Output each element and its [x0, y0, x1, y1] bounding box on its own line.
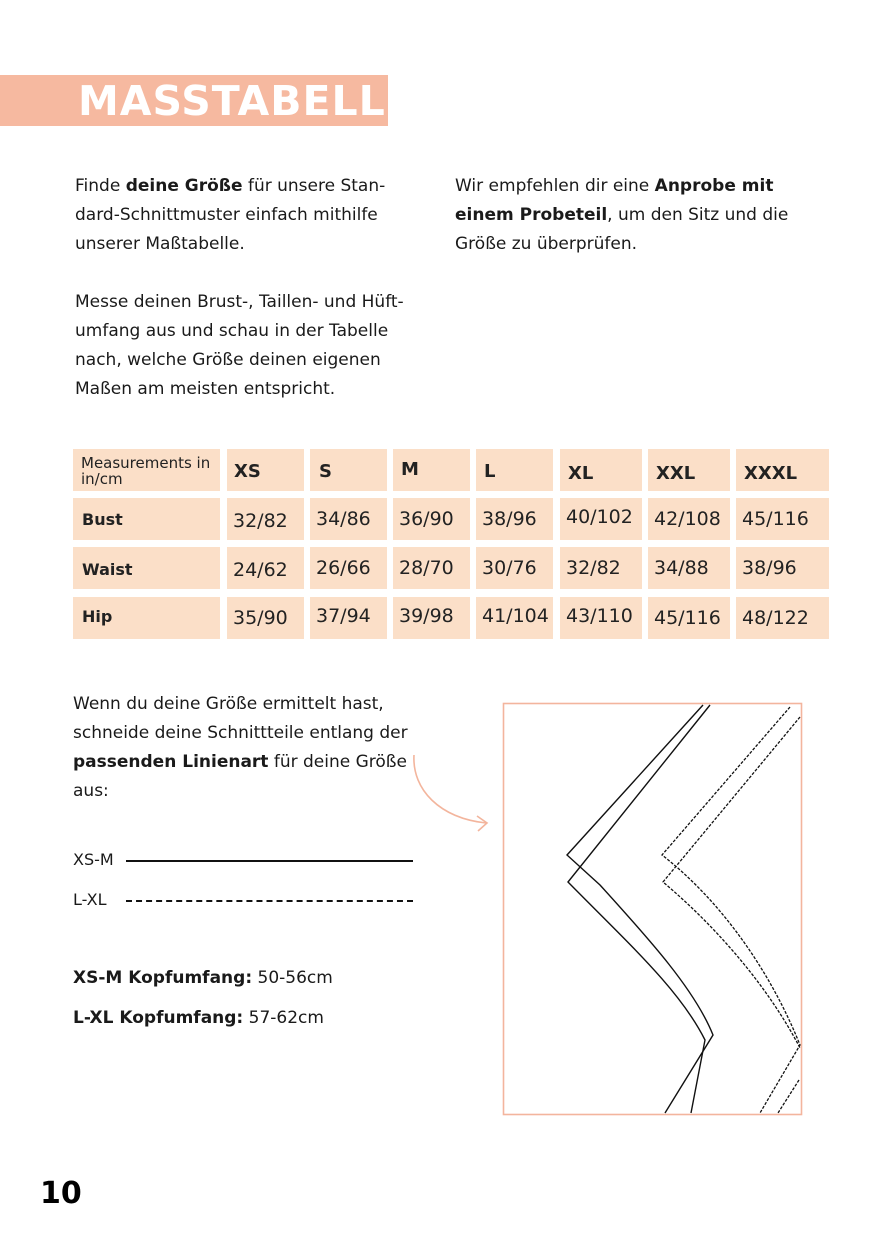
row-label-text: Hip [82, 607, 113, 626]
row-label-text: Waist [82, 560, 133, 579]
cell-value: 45/116 [742, 508, 809, 530]
size-header-label: XL [568, 463, 594, 484]
recommendation-text: Wir empfehlen dir eine [455, 176, 655, 196]
row-label-text: Bust [82, 510, 123, 529]
curved-arrow-icon [414, 755, 486, 823]
size-header-label: M [401, 459, 419, 480]
recommendation-text: , um den Sitz und die Größe zu überprüfen. [455, 205, 789, 254]
arrow-head-icon [477, 816, 487, 831]
cell-value: 28/70 [399, 557, 454, 579]
cell-value: 26/66 [316, 557, 371, 579]
legend-solid-label: XS-M [73, 850, 114, 869]
cutting-bold: passenden Linienart [73, 752, 269, 772]
cell-value: 43/110 [566, 605, 633, 627]
head-size-value: 57-62cm [243, 1008, 324, 1028]
intro-paragraph-2: Messe deinen Brust-, Taillen- und Hüft-umfang aus und schau in der Tabelle nach, welche Größe deinen eigenen Maßen am meisten entspricht. [75, 292, 404, 399]
recommendation-bold: Anprobe mit einem Probeteil [455, 176, 774, 225]
cell-value: 41/104 [482, 605, 549, 627]
size-header-label: XXL [656, 463, 696, 484]
cell-value: 30/76 [482, 557, 537, 579]
cell-value: 38/96 [482, 508, 537, 530]
cell-value: 32/82 [233, 510, 288, 532]
cell-value: 36/90 [399, 508, 454, 530]
head-size-label: XS-M Kopfumfang: [73, 968, 253, 988]
head-size-value: 50-56cm [252, 968, 333, 988]
cell-value: 42/108 [654, 508, 721, 530]
cell-value: 48/122 [742, 607, 809, 629]
cutting-text: Wenn du deine Größe ermittelt hast, schneide deine Schnittteile entlang der [73, 694, 408, 743]
size-header-label: S [319, 461, 332, 482]
intro-text: Finde [75, 176, 126, 196]
pattern-lines-dashed [662, 707, 800, 1113]
size-header-label: L [484, 461, 496, 482]
page-title-text: MASSTABELLE [78, 77, 415, 125]
cutting-text: für deine Größe aus: [73, 752, 407, 801]
head-size-label: L-XL Kopfumfang: [73, 1008, 244, 1028]
cell-value: 39/98 [399, 605, 454, 627]
cell-value: 45/116 [654, 607, 721, 629]
cell-value: 34/86 [316, 508, 371, 530]
cell-value: 38/96 [742, 557, 797, 579]
cell-value: 37/94 [316, 605, 371, 627]
table-corner-label: Measurements in in/cm [81, 454, 211, 488]
intro-text: für unsere Stan-dard-Schnittmuster einfach mithilfe unserer Maßtabelle. [75, 176, 386, 254]
legend-dashed-label: L-XL [73, 890, 107, 909]
cell-value: 35/90 [233, 607, 288, 629]
size-header-label: XS [234, 461, 261, 482]
cell-value: 24/62 [233, 559, 288, 581]
intro-bold: deine Größe [125, 176, 243, 196]
size-header-label: XXXL [744, 463, 798, 484]
cell-value: 40/102 [566, 506, 633, 528]
pattern-lines-solid [567, 705, 713, 1113]
cell-value: 34/88 [654, 557, 709, 579]
pattern-line-illustration [504, 704, 802, 1115]
page-number: 10 [40, 1176, 82, 1211]
cell-value: 32/82 [566, 557, 621, 579]
